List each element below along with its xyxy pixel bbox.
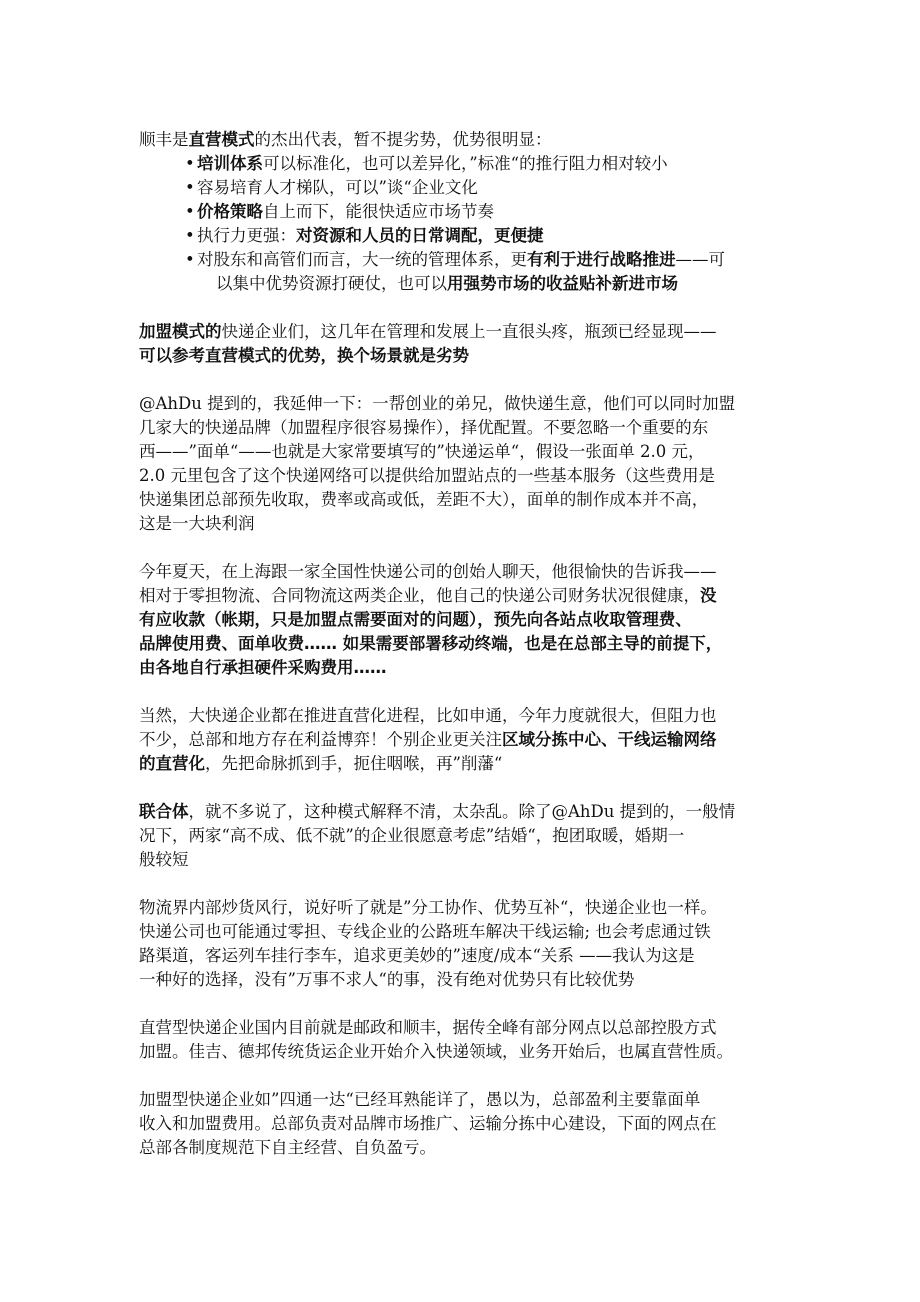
list-item: • 执行力更强：对资源和人员的日常调配，更便捷: [185, 224, 789, 248]
paragraph-ahdu-extension: @AhDu 提到的，我延伸一下：一帮创业的弟兄，做快递生意，他们可以同时加盟 几家大的快递品牌（加盟程序很容易操作），择优配置。不要忽略一个重要的东 西——”面单“——也就是大家常要填写的”快递运单“，假设一张面单 2.0 元， 2.0 元里包含了这个快递网络可以提供给加盟站点的一些基本服务（这些费用是 快递集团总部预先收取，费率或高或低，差距不大），面单的制作成本并不高， 这是一大块利润: [139, 394, 736, 533]
bold-direct-model: 直营模式: [188, 130, 255, 149]
paragraph-direct-model-intro: 顺丰是直营模式的杰出代表，暂不提劣势，优势很明显：: [139, 130, 552, 149]
advantages-list: [185, 152, 789, 296]
paragraph-consortium: 联合体，就不多说了，这种模式解释不清，太杂乱。除了@AhDu 提到的，一般情 况下，两家“高不成、低不就”的企业很愿意考虑”结婚“，抱团取暖，婚期一 般较短: [139, 802, 736, 869]
list-item: • 对股东和高管们而言，大一统的管理体系，更有利于进行战略推进——可 以集中优势资源打硬仗，也可以用强势市场的收益贴补新进市场: [185, 248, 789, 296]
paragraph-franchise-model: 加盟模式的快递企业们，这几年在管理和发展上一直很头疼，瓶颈已经显现—— 可以参考直营模式的优势，换个场景就是劣势: [139, 322, 717, 365]
paragraph-logistics-trading: 物流界内部炒货风行，说好听了就是”分工协作、优势互补“，快递企业也一样。 快递公司也可能通过零担、专线企业的公路班车解决干线运输; 也会考虑通过铁 路渠道，客运列车挂行李车，追求更美妙的”速度/成本“关系 ——我认为这是 一种好的选择，没有”万事不求人“的事，没有绝对优势只有比较优势: [139, 898, 717, 989]
paragraph-directization: 当然，大快递企业都在推进直营化进程，比如申通，今年力度就很大，但阻力也 不少，总部和地方存在利益博弈！个别企业更关注区域分拣中心、干线运输网络 的直营化，先把命脉抓到手，扼住咽喉，再”削藩“: [139, 706, 717, 773]
paragraph-direct-type: 直营型快递企业国内目前就是邮政和顺丰，据传全峰有部分网点以总部控股方式 加盟。佳吉、德邦传统货运企业开始介入快递领域，业务开始后，也属直营性质。: [139, 1018, 733, 1061]
paragraph-franchise-type: 加盟型快递企业如”四通一达“已经耳熟能详了，愚以为，总部盈利主要靠面单 收入和加盟费用。总部负责对品牌市场推广、运输分拣中心建设，下面的网点在 总部各制度规范下自主经营、自负盈亏。: [139, 1090, 717, 1157]
document-body: [139, 128, 789, 1160]
list-item: • 培训体系可以标准化，也可以差异化，”标准“的推行阻力相对较小: [185, 152, 789, 176]
paragraph-summer-chat: 今年夏天，在上海跟一家全国性快递公司的创始人聊天，他很愉快的告诉我—— 相对于零担物流、合同物流这两类企业，他自己的快递公司财务状况很健康，没 有应收款（帐期，只是加盟点需要面对的问题），预先向各站点收取管理费、 品牌使用费、面单收费…… 如果需要部署移动终端，也是在总部主导的前提下， 由各地自行承担硬件采购费用……: [139, 562, 723, 677]
list-item: • 价格策略自上而下，能很快适应市场节奏: [185, 200, 789, 224]
list-item: • 容易培育人才梯队，可以”谈“企业文化: [185, 176, 789, 200]
